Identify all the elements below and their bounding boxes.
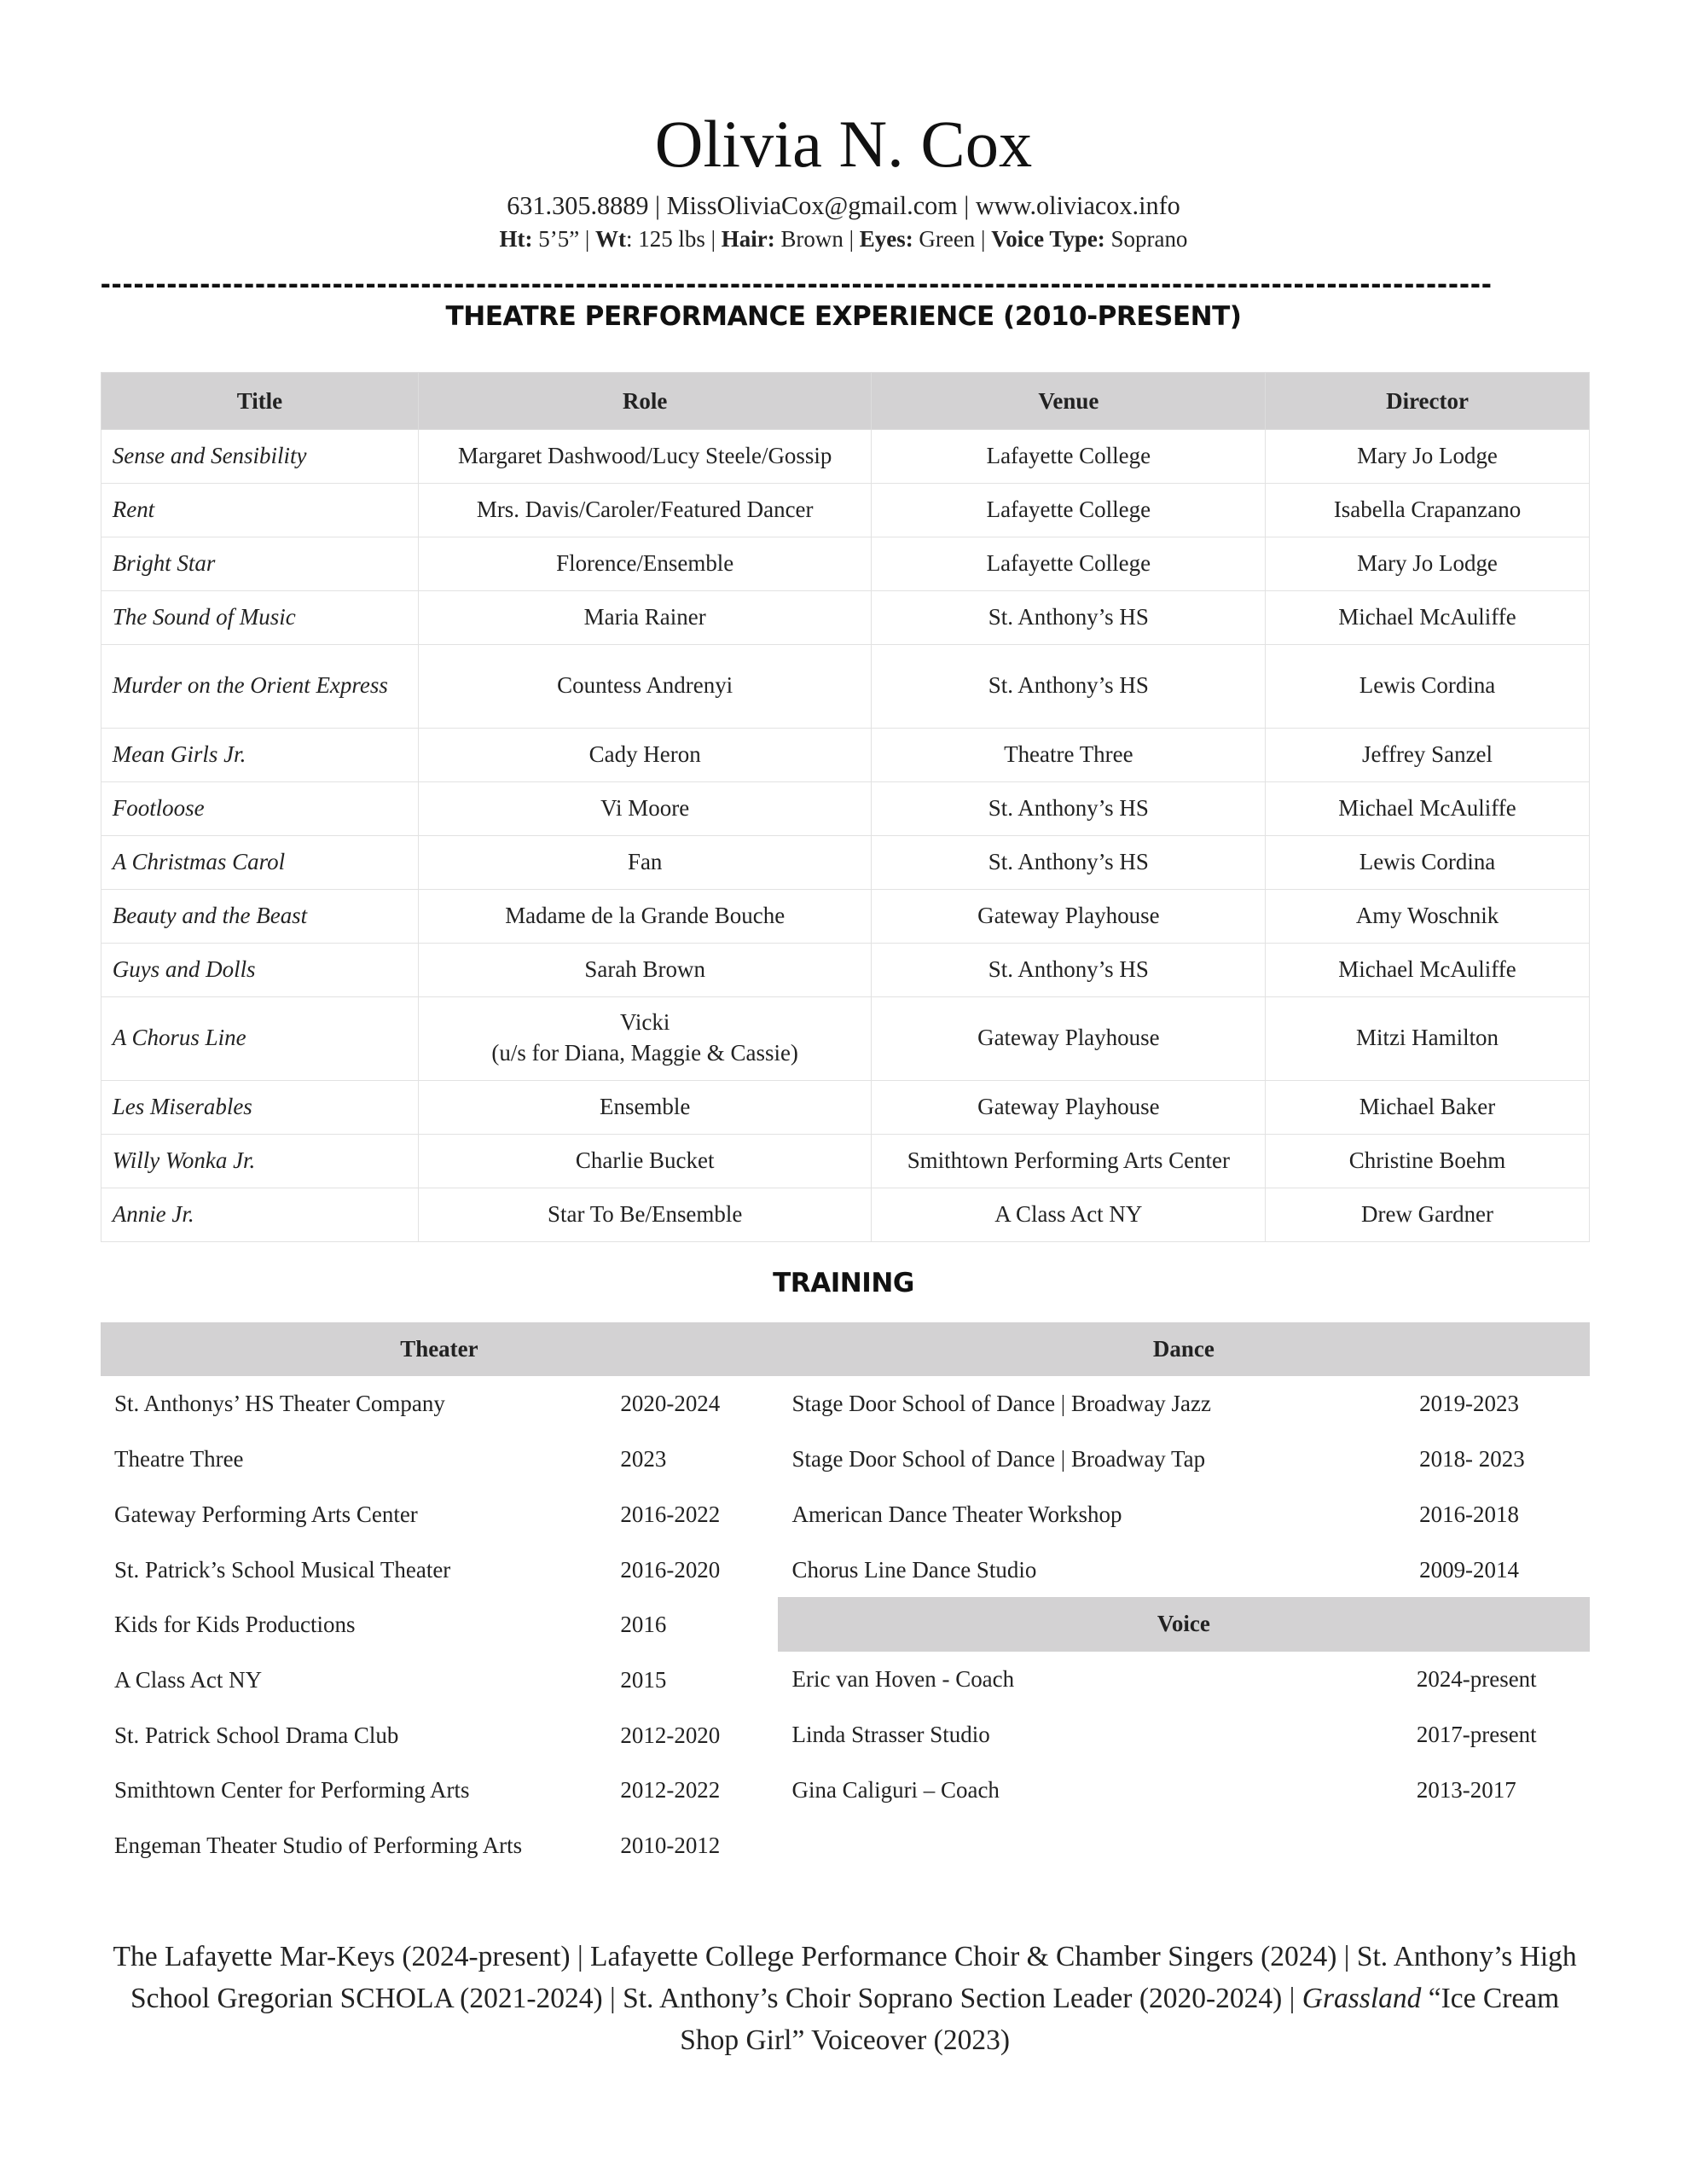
divider: ------------------------------------------------------------------------------------------------------------------------------ (100, 264, 1493, 299)
director-cell: Michael McAuliffe (1266, 591, 1589, 645)
training-years: 2016-2020 (620, 1556, 721, 1583)
stat-label: Voice Type: (991, 225, 1105, 252)
director-cell: Michael Baker (1266, 1080, 1589, 1134)
director-cell: Mary Jo Lodge (1266, 537, 1589, 591)
training-row (101, 1542, 778, 1598)
table-row (101, 483, 1589, 537)
role-cell: Mrs. Davis/Caroler/Featured Dancer (419, 483, 872, 537)
role-cell: Ensemble (419, 1080, 872, 1134)
stat-label: Eyes: (859, 225, 913, 252)
training-years: 2016-2018 (1419, 1501, 1519, 1527)
training-name: St. Patrick School Drama Club (114, 1722, 399, 1748)
training-years: 2013-2017 (1416, 1776, 1516, 1803)
role-cell: Madame de la Grande Bouche (419, 890, 872, 944)
title-cell: A Christmas Carol (101, 835, 418, 889)
table-row (101, 997, 1589, 1080)
director-cell: Drew Gardner (1266, 1188, 1589, 1241)
training-row (778, 1542, 1589, 1598)
training-name: Gina Caliguri – Coach (791, 1776, 1000, 1803)
training-row (778, 1707, 1589, 1763)
table-row (101, 1188, 1589, 1241)
training-row (101, 1653, 778, 1708)
stat-label: Ht: (499, 225, 533, 252)
stat-label: Wt (595, 225, 626, 252)
training-years: 2018- 2023 (1419, 1446, 1525, 1472)
training-row (101, 1432, 778, 1487)
director-cell: Michael McAuliffe (1266, 781, 1589, 835)
training-row (101, 1818, 778, 1873)
training-row (778, 1652, 1589, 1707)
title-cell: Guys and Dolls (101, 944, 418, 997)
title-cell: Footloose (101, 781, 418, 835)
table-row (101, 429, 1589, 483)
role-cell: Countess Andrenyi (419, 645, 872, 728)
table-row (101, 835, 1589, 889)
venue-cell: Lafayette College (872, 429, 1266, 483)
performance-table (101, 372, 1590, 1242)
training-row (101, 1597, 778, 1653)
footer-tail: “Ice Cream Shop Girl” Voiceover (2023) (680, 1983, 1560, 2057)
table-row (101, 781, 1589, 835)
performance-heading: THEATRE PERFORMANCE EXPERIENCE (2010-PRESENT) (445, 301, 1242, 333)
table-row (101, 1134, 1589, 1188)
training-years: 2017-present (1416, 1721, 1537, 1747)
training-row (101, 1376, 778, 1432)
training-row (101, 1763, 778, 1818)
training-name: American Dance Theater Workshop (791, 1501, 1122, 1527)
director-cell: Lewis Cordina (1266, 645, 1589, 728)
training-row (778, 1763, 1589, 1818)
director-cell: Mitzi Hamilton (1266, 997, 1589, 1080)
role-cell: Margaret Dashwood/Lucy Steele/Gossip (419, 429, 872, 483)
training-years: 2024-present (1416, 1666, 1537, 1693)
director-cell: Mary Jo Lodge (1266, 429, 1589, 483)
director-cell: Michael McAuliffe (1266, 944, 1589, 997)
column-header: Director (1266, 373, 1589, 429)
training-name: Eric van Hoven - Coach (791, 1666, 1015, 1693)
director-cell: Amy Woschnik (1266, 890, 1589, 944)
column-header: Title (101, 373, 418, 429)
stat-value: : 125 lbs | (626, 225, 722, 252)
additional-experience (101, 1936, 1590, 2061)
venue-cell: St. Anthony’s HS (872, 835, 1266, 889)
training-years: 2010-2012 (620, 1833, 721, 1859)
theater-header: Theater (101, 1322, 778, 1377)
venue-cell: St. Anthony’s HS (872, 781, 1266, 835)
title-cell: The Sound of Music (101, 591, 418, 645)
venue-cell: Gateway Playhouse (872, 1080, 1266, 1134)
table-row (101, 1080, 1589, 1134)
venue-cell: St. Anthony’s HS (872, 645, 1266, 728)
training-row (101, 1487, 778, 1542)
table-row (101, 890, 1589, 944)
title-cell: Rent (101, 483, 418, 537)
table-row (101, 944, 1589, 997)
venue-cell: Lafayette College (872, 483, 1266, 537)
role-cell: Florence/Ensemble (419, 537, 872, 591)
stat-label: Hair: (721, 225, 775, 252)
role-cell: Cady Heron (419, 728, 872, 781)
title-cell: Les Miserables (101, 1080, 418, 1134)
training-name: Kids for Kids Productions (114, 1612, 356, 1638)
director-cell: Christine Boehm (1266, 1134, 1589, 1188)
training-heading: TRAINING (773, 1267, 914, 1298)
title-cell: Annie Jr. (101, 1188, 418, 1241)
role-cell: Sarah Brown (419, 944, 872, 997)
title-cell: A Chorus Line (101, 997, 418, 1080)
column-header: Role (419, 373, 872, 429)
stat-value: Green | (913, 225, 992, 252)
role-cell: Charlie Bucket (419, 1134, 872, 1188)
venue-cell: Smithtown Performing Arts Center (872, 1134, 1266, 1188)
column-header: Venue (872, 373, 1266, 429)
venue-cell: St. Anthony’s HS (872, 591, 1266, 645)
footer-italic: Grassland (1301, 1983, 1422, 2014)
training-years: 2023 (620, 1446, 667, 1472)
training-name: Stage Door School of Dance | Broadway Jazz (791, 1391, 1211, 1417)
dance-training (778, 1322, 1589, 1818)
stat-value: Brown | (774, 225, 860, 252)
director-cell: Lewis Cordina (1266, 835, 1589, 889)
dance-header: Dance (778, 1322, 1589, 1377)
title-cell: Mean Girls Jr. (101, 728, 418, 781)
venue-cell: Lafayette College (872, 537, 1266, 591)
table-row (101, 728, 1589, 781)
footer-text: The Lafayette Mar-Keys (2024-present) | Lafayette College Performance Choir & Chamber Singers (2024) | St. Anthony’s High School Gregorian SCHOLA (2021-2024) | St. Anthony’s Choir Soprano Section Leader (2020-2024) | (113, 1940, 1577, 2014)
title-cell: Murder on the Orient Express (101, 645, 418, 728)
training-name: St. Patrick’s School Musical Theater (114, 1556, 451, 1583)
training-row (101, 1708, 778, 1763)
title-cell: Sense and Sensibility (101, 429, 418, 483)
venue-cell: St. Anthony’s HS (872, 944, 1266, 997)
title-cell: Willy Wonka Jr. (101, 1134, 418, 1188)
table-row (101, 591, 1589, 645)
table-row (101, 645, 1589, 728)
training-years: 2020-2024 (620, 1391, 721, 1417)
role-cell: Fan (419, 835, 872, 889)
role-cell: Maria Rainer (419, 591, 872, 645)
training-row (778, 1487, 1589, 1542)
venue-cell: Gateway Playhouse (872, 890, 1266, 944)
training-name: Linda Strasser Studio (791, 1721, 990, 1747)
training-row (778, 1432, 1589, 1487)
venue-cell: Theatre Three (872, 728, 1266, 781)
training-name: Engeman Theater Studio of Performing Arts (114, 1833, 523, 1859)
training-name: A Class Act NY (114, 1667, 263, 1693)
table-row (101, 537, 1589, 591)
training-name: Gateway Performing Arts Center (114, 1501, 418, 1527)
venue-cell: A Class Act NY (872, 1188, 1266, 1241)
candidate-name: Olivia N. Cox (654, 107, 1033, 182)
training-years: 2019-2023 (1419, 1391, 1519, 1417)
training-row (778, 1376, 1589, 1432)
stat-value: Soprano (1104, 225, 1188, 252)
training-name: Chorus Line Dance Studio (791, 1556, 1037, 1583)
training-years: 2012-2022 (620, 1777, 721, 1804)
training-years: 2016-2022 (620, 1501, 721, 1527)
voice-header: Voice (778, 1597, 1589, 1652)
training-years: 2012-2020 (620, 1722, 721, 1748)
training-years: 2009-2014 (1419, 1556, 1519, 1583)
training-name: Smithtown Center for Performing Arts (114, 1777, 470, 1804)
director-cell: Isabella Crapanzano (1266, 483, 1589, 537)
training-years: 2016 (620, 1612, 667, 1638)
contact-info: 631.305.8889 | MissOliviaCox@gmail.com | www.oliviacox.info (507, 190, 1180, 220)
role-cell: Vicki (u/s for Diana, Maggie & Cassie) (419, 997, 872, 1080)
stat-value: 5’5” | (532, 225, 596, 252)
venue-cell: Gateway Playhouse (872, 997, 1266, 1080)
training-name: St. Anthonys’ HS Theater Company (114, 1391, 445, 1417)
theater-training (101, 1322, 778, 1873)
physical-stats (0, 226, 1687, 253)
role-cell: Star To Be/Ensemble (419, 1188, 872, 1241)
training-name: Theatre Three (114, 1446, 244, 1472)
title-cell: Beauty and the Beast (101, 890, 418, 944)
title-cell: Bright Star (101, 537, 418, 591)
director-cell: Jeffrey Sanzel (1266, 728, 1589, 781)
training-name: Stage Door School of Dance | Broadway Tap (791, 1446, 1206, 1472)
training-years: 2015 (620, 1667, 667, 1693)
role-cell: Vi Moore (419, 781, 872, 835)
